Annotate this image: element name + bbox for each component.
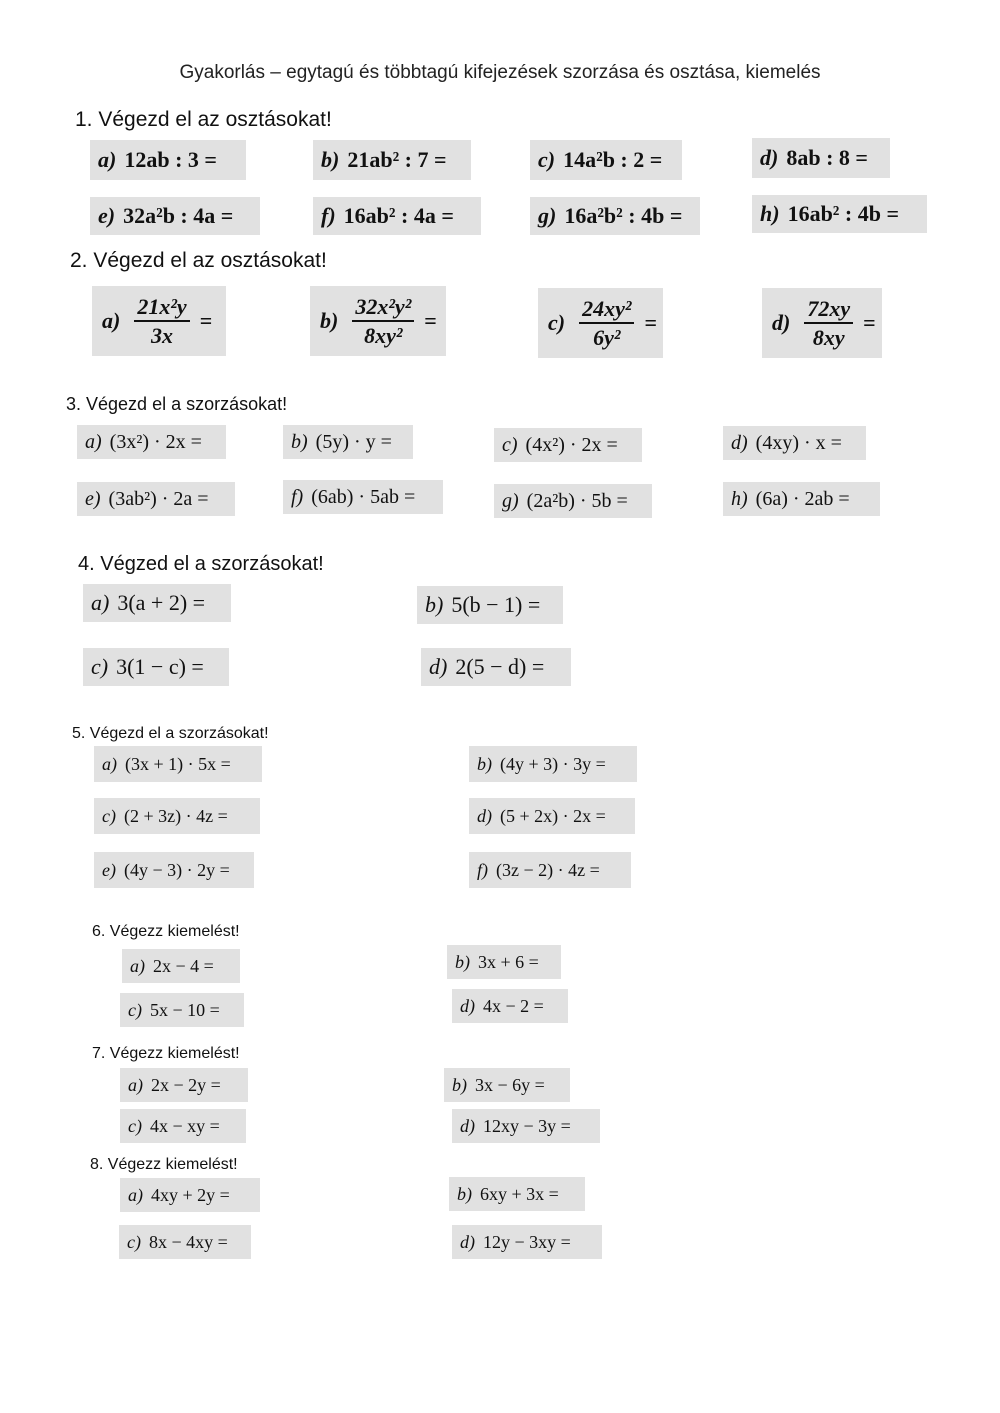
item-label: d) <box>477 805 492 826</box>
item-label: g) <box>538 203 557 228</box>
exercise-2b <box>310 286 446 356</box>
item-label: a) <box>102 753 117 774</box>
numerator: 32x²y² <box>352 295 414 322</box>
item-expression: 4x − xy = <box>149 1115 220 1136</box>
exercise-1f <box>313 197 481 235</box>
numerator: 24xy² <box>579 297 634 324</box>
exercise-6a <box>122 949 240 983</box>
exercise-5c <box>94 798 260 834</box>
item-expression: (3ab²) · 2a = <box>108 487 209 510</box>
exercise-1g <box>530 197 700 235</box>
exercise-2c <box>538 288 663 358</box>
section-4-heading: 4. Végzed el a szorzásokat! <box>78 553 324 575</box>
section-8-heading: 8. Végezz kiemelést! <box>90 1156 238 1173</box>
item-expression: (3x + 1) · 5x = <box>125 753 231 774</box>
item-label: a) <box>91 590 110 615</box>
item-expression: 12ab : 3 = <box>124 147 217 172</box>
item-expression: (2a²b) · 5b = <box>526 489 628 512</box>
item-expression: 8x − 4xy = <box>148 1231 228 1252</box>
exercise-8d <box>452 1225 602 1259</box>
item-expression: (2 + 3z) · 4z = <box>123 805 228 826</box>
exercise-1b <box>313 140 471 180</box>
item-label: b) <box>455 951 470 972</box>
item-label: h) <box>731 487 748 510</box>
fraction <box>579 297 634 349</box>
exercise-4a <box>83 584 231 622</box>
item-label: c) <box>502 433 518 456</box>
item-label: b) <box>320 308 339 333</box>
item-expression: (6ab) · 5ab = <box>311 485 416 508</box>
item-expression: (4y − 3) · 2y = <box>123 859 230 880</box>
exercise-3b <box>283 425 413 459</box>
item-label: d) <box>429 654 448 679</box>
item-expression: 3(1 − c) = <box>116 654 204 679</box>
item-label: e) <box>102 859 116 880</box>
fraction <box>804 297 853 349</box>
item-expression: (4y + 3) · 3y = <box>500 753 606 774</box>
exercise-3h <box>723 482 880 516</box>
exercise-4b <box>417 586 563 624</box>
item-label: a) <box>128 1184 143 1205</box>
item-label: h) <box>760 201 780 226</box>
item-label: f) <box>477 859 488 880</box>
item-expression: (5y) · y = <box>315 430 392 453</box>
equals-sign: = <box>424 308 437 333</box>
item-label: c) <box>91 654 109 679</box>
page-title: Gyakorlás – egytagú és többtagú kifejezések szorzása és osztása, kiemelés <box>179 62 821 83</box>
equals-sign: = <box>644 310 658 335</box>
item-expression: 3x + 6 = <box>478 951 539 972</box>
exercise-8b <box>449 1177 585 1211</box>
denominator: 8xy² <box>364 323 403 348</box>
exercise-3f <box>283 480 443 514</box>
exercise-3e <box>77 482 235 516</box>
item-label: b) <box>425 592 444 617</box>
item-expression: 21ab² : 7 = <box>347 147 447 172</box>
exercise-7b <box>444 1068 570 1102</box>
item-label: d) <box>460 995 475 1016</box>
denominator: 6y² <box>593 325 621 350</box>
item-label: a) <box>128 1074 143 1095</box>
item-label: c) <box>128 1115 142 1136</box>
exercise-1e <box>90 197 260 235</box>
item-expression: (5 + 2x) · 2x = <box>500 805 606 826</box>
section-3-heading: 3. Végezd el a szorzásokat! <box>66 394 288 414</box>
item-label: b) <box>452 1074 467 1095</box>
exercise-3d <box>723 426 866 460</box>
item-label: e) <box>98 203 116 228</box>
item-label: a) <box>102 308 121 333</box>
section-1-heading: 1. Végezd el az osztásokat! <box>75 108 332 131</box>
item-label: d) <box>460 1231 475 1252</box>
exercise-1d <box>752 138 890 178</box>
item-expression: 5x − 10 = <box>149 999 220 1020</box>
fraction <box>352 295 414 347</box>
exercise-7c <box>120 1109 246 1143</box>
item-expression: 16ab² : 4a = <box>343 203 454 228</box>
item-expression: 16a²b² : 4b = <box>564 203 683 228</box>
exercise-4d <box>421 648 571 686</box>
item-label: d) <box>460 1115 475 1136</box>
item-label: c) <box>128 999 142 1020</box>
item-expression: 8ab : 8 = <box>786 145 868 170</box>
section-6-heading: 6. Végezz kiemelést! <box>92 923 240 940</box>
item-expression: 14a²b : 2 = <box>563 147 663 172</box>
exercise-3g <box>494 484 652 518</box>
item-expression: 5(b − 1) = <box>451 592 541 617</box>
item-expression: 2x − 4 = <box>153 955 214 976</box>
item-expression: (4xy) · x = <box>755 431 842 454</box>
item-expression: 4xy + 2y = <box>151 1184 230 1205</box>
item-expression: 12xy − 3y = <box>483 1115 571 1136</box>
exercise-7a <box>120 1068 248 1102</box>
exercise-4c <box>83 648 229 686</box>
item-label: b) <box>477 753 492 774</box>
item-label: b) <box>321 147 340 172</box>
item-label: a) <box>85 430 102 453</box>
exercise-8a <box>120 1178 260 1212</box>
exercise-5e <box>94 852 254 888</box>
item-expression: 2x − 2y = <box>151 1074 221 1095</box>
item-label: c) <box>548 310 566 335</box>
item-expression: (6a) · 2ab = <box>755 487 850 510</box>
item-expression: 6xy + 3x = <box>480 1183 559 1204</box>
equals-sign: = <box>199 308 213 333</box>
exercise-5a <box>94 746 262 782</box>
exercise-1a <box>90 140 246 180</box>
item-expression: (4x²) · 2x = <box>525 433 618 456</box>
exercise-1h <box>752 195 927 233</box>
section-5-heading: 5. Végezd el a szorzásokat! <box>72 725 269 742</box>
equals-sign: = <box>863 310 876 335</box>
numerator: 21x²y <box>134 295 189 322</box>
item-label: a) <box>130 955 145 976</box>
numerator: 72xy <box>804 297 853 324</box>
item-label: d) <box>760 145 779 170</box>
exercise-8c <box>119 1225 251 1259</box>
exercise-6c <box>120 993 244 1027</box>
exercise-5f <box>469 852 631 888</box>
item-expression: 3x − 6y = <box>475 1074 545 1095</box>
item-expression: 16ab² : 4b = <box>787 201 899 226</box>
denominator: 3x <box>151 323 174 348</box>
item-expression: 32a²b : 4a = <box>123 203 234 228</box>
exercise-5d <box>469 798 635 834</box>
denominator: 8xy <box>812 325 845 350</box>
item-label: c) <box>538 147 556 172</box>
item-label: a) <box>98 147 117 172</box>
item-label: d) <box>772 310 791 335</box>
item-label: c) <box>127 1231 141 1252</box>
item-label: f) <box>291 485 304 508</box>
exercise-1c <box>530 140 682 180</box>
exercise-6b <box>447 945 561 979</box>
item-label: b) <box>457 1183 472 1204</box>
exercise-3c <box>494 428 642 462</box>
item-label: e) <box>85 487 101 510</box>
item-label: d) <box>731 431 748 454</box>
exercise-7d <box>452 1109 600 1143</box>
exercise-2d <box>762 288 882 358</box>
exercise-5b <box>469 746 637 782</box>
item-expression: 4x − 2 = <box>483 995 544 1016</box>
item-label: c) <box>102 805 116 826</box>
section-2-heading: 2. Végezd el az osztásokat! <box>70 249 327 272</box>
item-label: b) <box>291 430 308 453</box>
item-expression: (3z − 2) · 4z = <box>496 859 600 880</box>
item-label: g) <box>502 489 519 512</box>
exercise-6d <box>452 989 568 1023</box>
item-expression: 2(5 − d) = <box>455 654 545 679</box>
item-expression: (3x²) · 2x = <box>109 430 202 453</box>
section-7-heading: 7. Végezz kiemelést! <box>92 1045 240 1062</box>
exercise-3a <box>77 425 226 459</box>
item-expression: 12y − 3xy = <box>483 1231 571 1252</box>
exercise-2a <box>92 286 226 356</box>
item-expression: 3(a + 2) = <box>117 590 206 615</box>
fraction <box>134 295 189 347</box>
item-label: f) <box>321 203 336 228</box>
